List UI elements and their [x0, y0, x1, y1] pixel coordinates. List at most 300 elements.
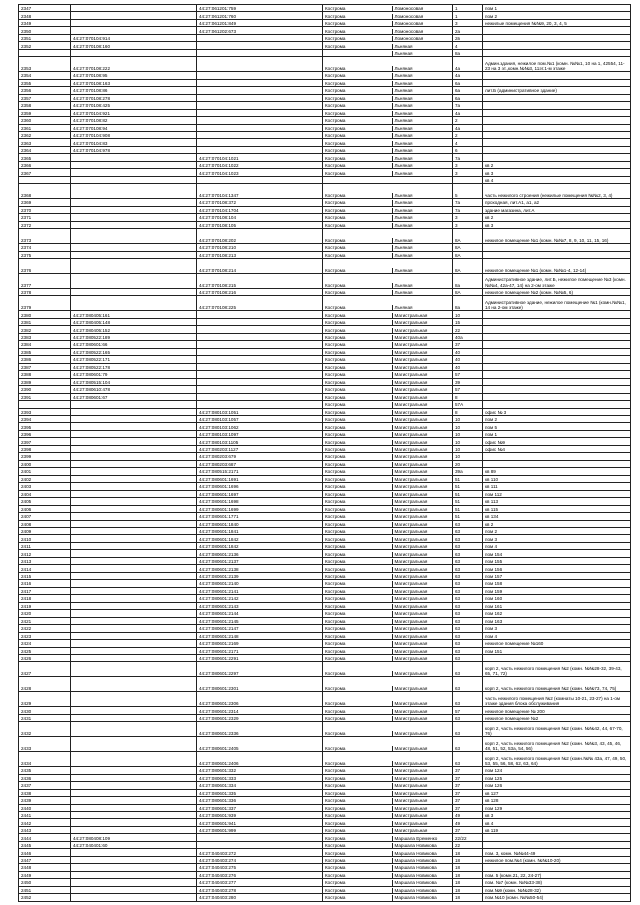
city-street-cell — [323, 640, 453, 647]
street: Льняная — [392, 253, 453, 258]
street: Льняная — [392, 88, 453, 93]
city-street-cell — [323, 804, 453, 811]
city: Кострома — [325, 252, 346, 258]
cadastral-number-land: 44:27:070108:160 — [71, 42, 197, 49]
cadastral-number-land: 44:27:080522:178 — [71, 363, 197, 370]
cadastral-number-premises: 44:27:080601:2140 — [197, 580, 323, 587]
row-number: 2447 — [19, 856, 71, 863]
city: Кострома — [325, 461, 346, 467]
cadastral-number-land: 44:27:080405:161 — [71, 311, 197, 318]
city: Кострома — [325, 790, 346, 796]
city: Кострома — [325, 566, 346, 572]
object-description: пом. 3, комн. №№44-49 — [483, 849, 631, 856]
table-row — [19, 871, 631, 878]
cadastral-number-premises: 44:27:040403:275 — [197, 864, 323, 871]
cadastral-number-land — [71, 5, 197, 12]
street: Магистральная — [392, 454, 453, 459]
city-street-cell — [323, 602, 453, 609]
street: Льняная — [392, 148, 453, 153]
city: Кострома — [325, 28, 346, 34]
row-number: 2431 — [19, 714, 71, 721]
cadastral-number-land — [71, 229, 197, 244]
cadastral-number-land — [71, 408, 197, 415]
row-number: 2416 — [19, 580, 71, 587]
house-number: 8а — [453, 274, 483, 289]
city: Кострома — [325, 641, 346, 647]
object-description — [483, 94, 631, 101]
cadastral-number-premises: 44:27:080103:1097 — [197, 430, 323, 437]
city-street-cell — [323, 206, 453, 213]
city-street-cell — [323, 654, 453, 661]
row-number: 2433 — [19, 737, 71, 752]
house-number — [453, 176, 483, 183]
city-street-cell — [323, 557, 453, 564]
object-description — [483, 109, 631, 116]
house-number: 51 — [453, 475, 483, 482]
city-street-cell — [323, 274, 453, 289]
cadastral-number-land — [71, 602, 197, 609]
cadastral-number-land — [71, 154, 197, 161]
object-description: пом 129 — [483, 804, 631, 811]
object-description — [483, 139, 631, 146]
cadastral-number-premises: 44:27:080601:2144 — [197, 610, 323, 617]
house-number: 51 — [453, 483, 483, 490]
cadastral-number-land — [71, 692, 197, 707]
cadastral-number-premises: 44:27:080601:1691 — [197, 475, 323, 482]
row-number: 2373 — [19, 229, 71, 244]
street: Льняная — [392, 305, 453, 310]
street: Магистральная — [392, 372, 453, 377]
row-number: 2365 — [19, 154, 71, 161]
city-street-cell — [323, 214, 453, 221]
table-row — [19, 879, 631, 886]
row-number: 2439 — [19, 797, 71, 804]
city: Кострома — [325, 372, 346, 378]
city: Кострома — [325, 745, 346, 751]
registry-rows — [19, 5, 631, 902]
cadastral-number-premises — [197, 146, 323, 153]
row-number: 2425 — [19, 647, 71, 654]
house-number: 63 — [453, 610, 483, 617]
city: Кострома — [325, 215, 346, 221]
cadastral-number-premises: 44:27:070108:202 — [197, 229, 323, 244]
street: Магистральная — [392, 469, 453, 474]
table-row — [19, 42, 631, 49]
city-street-cell — [323, 221, 453, 228]
city-street-cell — [323, 356, 453, 363]
city-street-cell — [323, 886, 453, 893]
cadastral-number-land — [71, 752, 197, 767]
street: Магистральная — [392, 342, 453, 347]
registry-sheet — [18, 4, 630, 902]
object-description — [483, 393, 631, 400]
table-row — [19, 797, 631, 804]
house-number: 4 — [453, 42, 483, 49]
house-number: 8 — [453, 408, 483, 415]
cadastral-number-land — [71, 707, 197, 714]
row-number: 2403 — [19, 483, 71, 490]
street: Льняная — [392, 283, 453, 288]
table-row — [19, 632, 631, 639]
row-number: 2397 — [19, 438, 71, 445]
table-row — [19, 229, 631, 244]
object-description: пом 159 — [483, 587, 631, 594]
cadastral-number-land: 44:27:080522:171 — [71, 356, 197, 363]
row-number: 2352 — [19, 42, 71, 49]
city: Кострома — [325, 805, 346, 811]
city: Кострома — [325, 895, 346, 901]
cadastral-number-land: 44:27:040401:60 — [71, 841, 197, 848]
object-description — [483, 42, 631, 49]
table-row — [19, 274, 631, 289]
city: Кострома — [325, 409, 346, 415]
object-description — [483, 333, 631, 340]
city-street-cell — [323, 714, 453, 721]
street: Магистральная — [392, 791, 453, 796]
cadastral-number-land — [71, 274, 197, 289]
cadastral-number-premises: 44:27:080601:2141 — [197, 587, 323, 594]
cadastral-number-premises — [197, 326, 323, 333]
cadastral-number-premises — [197, 34, 323, 41]
cadastral-number-premises — [197, 341, 323, 348]
city-street-cell — [323, 401, 453, 408]
table-row — [19, 386, 631, 393]
table-row — [19, 259, 631, 274]
street: Льняная — [392, 215, 453, 220]
cadastral-number-premises: 44:27:070108:216 — [197, 288, 323, 295]
street: Маршала Новикова — [392, 843, 453, 848]
table-row — [19, 453, 631, 460]
city: Кострома — [325, 760, 346, 766]
row-number: 2436 — [19, 774, 71, 781]
city-street-cell — [323, 819, 453, 826]
cadastral-number-land — [71, 251, 197, 258]
street: Магистральная — [392, 701, 453, 706]
row-number: 2363 — [19, 139, 71, 146]
table-row — [19, 311, 631, 318]
row-number: 2422 — [19, 625, 71, 632]
table-row — [19, 176, 631, 183]
city-street-cell — [323, 348, 453, 355]
cadastral-number-premises: 44:27:080601:333 — [197, 774, 323, 781]
table-row — [19, 94, 631, 101]
street: Магистральная — [392, 798, 453, 803]
street: Магистральная — [392, 604, 453, 609]
city-street-cell — [323, 445, 453, 452]
row-number: 2399 — [19, 453, 71, 460]
cadastral-number-land: 44:27:080610:478 — [71, 386, 197, 393]
table-row — [19, 408, 631, 415]
row-number: 2372 — [19, 221, 71, 228]
table-row — [19, 625, 631, 632]
cadastral-number-premises: 44:27:040403:280 — [197, 894, 323, 901]
house-number: 63 — [453, 647, 483, 654]
cadastral-number-land — [71, 244, 197, 251]
street: Магистральная — [392, 365, 453, 370]
cadastral-number-land — [71, 259, 197, 274]
table-row — [19, 124, 631, 131]
house-number: 10 — [453, 453, 483, 460]
cadastral-number-land — [71, 520, 197, 527]
city-street-cell — [323, 632, 453, 639]
house-number: 39 — [453, 378, 483, 385]
street: Магистральная — [392, 671, 453, 676]
cadastral-number-land — [71, 640, 197, 647]
house-number: 63 — [453, 752, 483, 767]
city-street-cell — [323, 393, 453, 400]
cadastral-number-premises: 44:27:080601:2336 — [197, 722, 323, 737]
cadastral-number-premises: 44:27:080601:334 — [197, 782, 323, 789]
city: Кострома — [325, 267, 346, 273]
street: Магистральная — [392, 313, 453, 318]
table-row — [19, 774, 631, 781]
object-description: пом 4 — [483, 632, 631, 639]
table-row — [19, 199, 631, 206]
street: Магистральная — [392, 387, 453, 392]
city-street-cell — [323, 57, 453, 72]
city: Кострома — [325, 447, 346, 453]
street: Магистральная — [392, 552, 453, 557]
street: Льняная — [392, 66, 453, 71]
table-row — [19, 296, 631, 311]
table-row — [19, 87, 631, 94]
object-description: Админ.здания, нежилое пом.№1 (комн. №№1, 10 на 1, 42554, 11-23 на 3 эт.,комн.№№3, 11эт.1-м этаже — [483, 57, 631, 72]
cadastral-number-premises: 44:27:080601:1699 — [197, 505, 323, 512]
object-description: пом 3 — [483, 535, 631, 542]
cadastral-number-land — [71, 819, 197, 826]
house-number: 63 — [453, 714, 483, 721]
cadastral-number-land — [71, 654, 197, 661]
object-description: нежилые помещения №№9, 20, 3, 4, 5 — [483, 19, 631, 26]
row-number: 2426 — [19, 654, 71, 661]
house-number: 63 — [453, 587, 483, 594]
cadastral-number-premises — [197, 72, 323, 79]
city: Кострома — [325, 21, 346, 27]
street: Льняная — [392, 141, 453, 146]
cadastral-number-premises — [197, 109, 323, 116]
city: Кострома — [325, 514, 346, 520]
city-street-cell — [323, 722, 453, 737]
table-row — [19, 356, 631, 363]
city: Кострома — [325, 118, 346, 124]
city-street-cell — [323, 834, 453, 841]
street: Ломоносовая — [392, 6, 453, 11]
table-row — [19, 109, 631, 116]
cadastral-number-premises: 44:27:080103:1062 — [197, 423, 323, 430]
object-description: кв 3 — [483, 221, 631, 228]
city: Кострома — [325, 387, 346, 393]
cadastral-number-premises: 44:27:070104:1022 — [197, 161, 323, 168]
table-row — [19, 348, 631, 355]
house-number: 4а — [453, 124, 483, 131]
object-description: пом 163 — [483, 617, 631, 624]
city: Кострома — [325, 207, 346, 213]
street: Маршала Новикова — [392, 880, 453, 885]
house-number: 63 — [453, 535, 483, 542]
city-street-cell — [323, 102, 453, 109]
city-street-cell — [323, 483, 453, 490]
street: Льняная — [392, 111, 453, 116]
table-row — [19, 789, 631, 796]
street: Льняная — [392, 290, 453, 295]
object-description: пом 4 — [483, 542, 631, 549]
row-number: 2364 — [19, 146, 71, 153]
cadastral-number-premises: 44:27:080203:679 — [197, 453, 323, 460]
house-number: 51 — [453, 505, 483, 512]
city-street-cell — [323, 79, 453, 86]
city-street-cell — [323, 677, 453, 692]
object-description — [483, 363, 631, 370]
cadastral-number-premises — [197, 87, 323, 94]
city-street-cell — [323, 520, 453, 527]
street: Льняная — [392, 96, 453, 101]
house-number: 3 — [453, 161, 483, 168]
house-number: 6а — [453, 94, 483, 101]
row-number: 2420 — [19, 610, 71, 617]
object-description — [483, 27, 631, 34]
city: Кострома — [325, 163, 346, 169]
city: Кострома — [325, 798, 346, 804]
house-number: 49 — [453, 812, 483, 819]
city: Кострома — [325, 857, 346, 863]
street: Магистральная — [392, 417, 453, 422]
street: Магистральная — [392, 567, 453, 572]
city: Кострома — [325, 65, 346, 71]
cadastral-number-land — [71, 430, 197, 437]
row-number: 2440 — [19, 804, 71, 811]
row-number: 2351 — [19, 34, 71, 41]
city-street-cell — [323, 782, 453, 789]
row-number: 2446 — [19, 849, 71, 856]
row-number: 2367 — [19, 169, 71, 176]
city: Кострома — [325, 379, 346, 385]
object-description: кв 3 — [483, 812, 631, 819]
cadastral-number-premises: 44:27:080601:2171 — [197, 647, 323, 654]
city-street-cell — [323, 490, 453, 497]
cadastral-number-land — [71, 438, 197, 445]
cadastral-number-premises: 44:27:040403:277 — [197, 879, 323, 886]
house-number: 18 — [453, 886, 483, 893]
object-description — [483, 318, 631, 325]
house-number: 63 — [453, 580, 483, 587]
object-description: часть нежилого помещения №2 (комнаты 10-21, 23-27) на 1-ом этаже здания блока обслуживания — [483, 692, 631, 707]
cadastral-number-land — [71, 453, 197, 460]
city-street-cell — [323, 42, 453, 49]
house-number: 18 — [453, 856, 483, 863]
city-street-cell — [323, 894, 453, 901]
object-description: корп 2, часть нежилого помещения №2 (комн. №№3, 43, 45, 46, 48, 51, 52, 53а, 54, 56) — [483, 737, 631, 752]
object-description: нежилое помещение № 200 — [483, 707, 631, 714]
city: Кострома — [325, 305, 346, 311]
object-description: нежилое помещение №2 — [483, 714, 631, 721]
cadastral-number-land — [71, 722, 197, 737]
house-number: 7а — [453, 154, 483, 161]
cadastral-number-premises: 44:27:080601:336 — [197, 797, 323, 804]
cadastral-number-premises: 44:27:040403:274 — [197, 856, 323, 863]
cadastral-number-premises: 44:27:080601:2301 — [197, 677, 323, 692]
street: Магистральная — [392, 320, 453, 325]
city: Кострома — [325, 551, 346, 557]
cadastral-number-land: 44:27:070108:95 — [71, 72, 197, 79]
city-street-cell — [323, 692, 453, 707]
street: Магистральная — [392, 432, 453, 437]
cadastral-number-land — [71, 221, 197, 228]
city-street-cell — [323, 5, 453, 12]
object-description: кв 4 — [483, 176, 631, 183]
row-number: 2368 — [19, 184, 71, 199]
house-number: 4а — [453, 72, 483, 79]
cadastral-number-premises: 44:27:070108:372 — [197, 199, 323, 206]
table-row — [19, 513, 631, 520]
house-number: 8 — [453, 393, 483, 400]
street: Магистральная — [392, 507, 453, 512]
cadastral-number-land — [71, 214, 197, 221]
house-number: 4 — [453, 139, 483, 146]
object-description: пом 161 — [483, 602, 631, 609]
row-number: 2362 — [19, 132, 71, 139]
object-description: пом 1 — [483, 430, 631, 437]
house-number: 63 — [453, 692, 483, 707]
row-number: 2415 — [19, 572, 71, 579]
city: Кострома — [325, 200, 346, 206]
cadastral-number-land: 44:27:070108:86 — [71, 87, 197, 94]
row-number: 2427 — [19, 662, 71, 677]
object-description: кв 2 — [483, 214, 631, 221]
object-description: пом 2 — [483, 415, 631, 422]
object-description: пом 156 — [483, 565, 631, 572]
cadastral-number-premises: 44:27:080601:1698 — [197, 498, 323, 505]
cadastral-number-premises: 44:27:080203:1127 — [197, 445, 323, 452]
city: Кострома — [325, 686, 346, 692]
house-number: 63 — [453, 632, 483, 639]
cadastral-number-premises — [197, 834, 323, 841]
table-row — [19, 528, 631, 535]
house-number: 10 — [453, 423, 483, 430]
table-row — [19, 812, 631, 819]
table-row — [19, 587, 631, 594]
city: Кострома — [325, 454, 346, 460]
city-street-cell — [323, 363, 453, 370]
object-description: нежилое пом.№4 (комн. №№10-20) — [483, 856, 631, 863]
city-street-cell — [323, 378, 453, 385]
object-description — [483, 49, 631, 56]
city-street-cell — [323, 468, 453, 475]
table-row — [19, 139, 631, 146]
row-number: 2387 — [19, 363, 71, 370]
cadastral-number-premises — [197, 371, 323, 378]
table-row — [19, 565, 631, 572]
street: Магистральная — [392, 596, 453, 601]
row-number: 2437 — [19, 782, 71, 789]
street: Льняная — [392, 163, 453, 168]
cadastral-number-premises: 44:27:070108:105 — [197, 221, 323, 228]
cadastral-number-land — [71, 894, 197, 901]
city: Кострома — [325, 536, 346, 542]
row-number: 2360 — [19, 117, 71, 124]
row-number: 2414 — [19, 565, 71, 572]
object-description: корп 2, часть нежилого помещения №2 (комн. №№28-32, 39-43, 65, 71, 72) — [483, 662, 631, 677]
house-number: 3 — [453, 214, 483, 221]
table-row — [19, 841, 631, 848]
row-number — [19, 401, 71, 408]
table-row — [19, 572, 631, 579]
city: Кострома — [325, 626, 346, 632]
cadastral-number-land — [71, 856, 197, 863]
cadastral-number-land — [71, 565, 197, 572]
street: Льняная — [392, 193, 453, 198]
table-row — [19, 640, 631, 647]
row-number: 2381 — [19, 318, 71, 325]
